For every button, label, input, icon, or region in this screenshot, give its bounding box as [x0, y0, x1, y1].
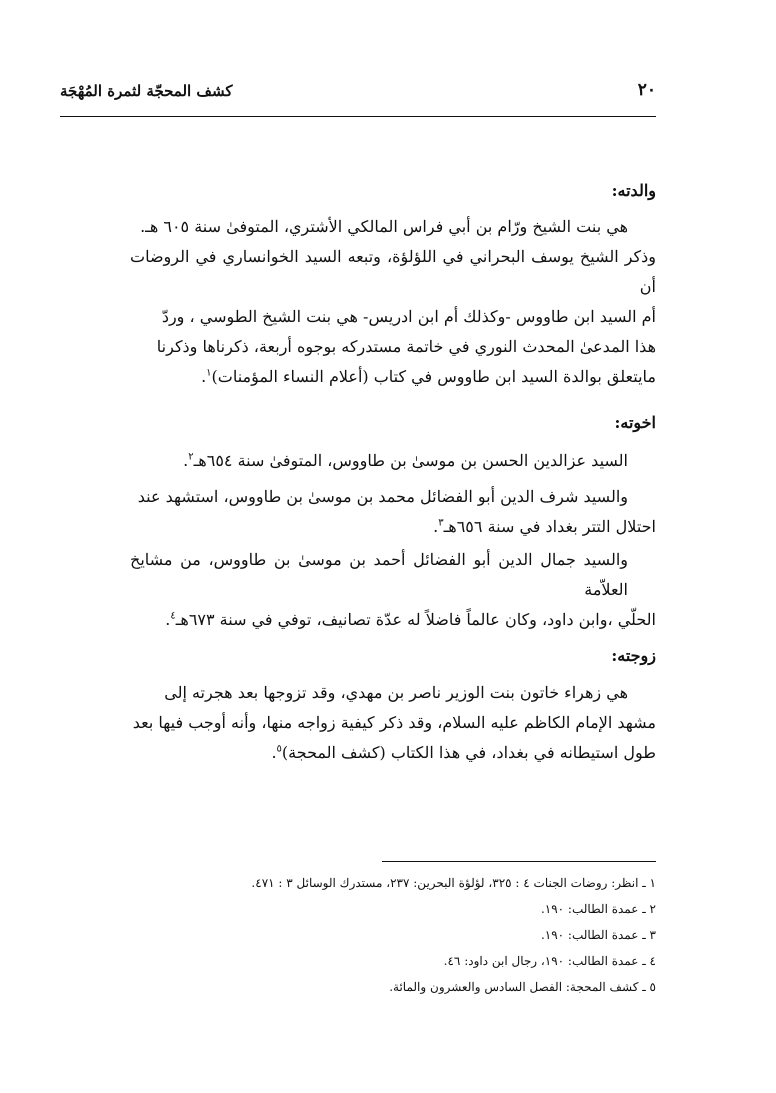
text-line: مشهد الإمام الكاظم عليه السلام، وقد ذكر كيفية زواجه منها، وأنه أوجب فيها بعد — [132, 713, 656, 732]
text-line: هي بنت الشيخ ورّام بن أبي فراس المالكي الأشتري، المتوفىٰ سنة ٦٠٥ هـ. — [140, 217, 628, 236]
text-fragment: احتلال التتر بغداد في سنة ٦٥٦هـ — [443, 517, 656, 536]
text-line: والسيد شرف الدين أبو الفضائل محمد بن موسىٰ بن طاووس، استشهد عند — [137, 487, 628, 506]
text-fragment: الحلّي ،وابن داود، وكان عالماً فاضلاً له عدّة تصانيف، توفي في سنة ٦٧٣هـ — [175, 610, 656, 629]
footnote-1: ١ ـ انظر: روضات الجنات ٤ : ٣٢٥، لؤلؤة البحرين: ٢٣٧، مستدرك الوسائل ٣ : ٤٧١. — [251, 876, 656, 890]
text-fragment: السيد عزالدين الحسن بن موسىٰ بن طاووس، المتوفىٰ سنة ٦٥٤هـ — [193, 451, 628, 470]
page-number: ٢٠ — [637, 80, 656, 100]
paragraph-brother-ahmad — [130, 545, 656, 635]
text-line: وذكر الشيخ يوسف البحراني في اللؤلؤة، وتبعه السيد الخوانساري في الروضات أن — [130, 247, 656, 296]
header-rule — [60, 116, 656, 117]
footnote-3: ٣ ـ عمدة الطالب: ١٩٠. — [540, 928, 656, 942]
section-heading-brothers: اخوته: — [614, 413, 656, 432]
footnote-ref: ٤ — [170, 610, 176, 622]
text-line: مايتعلق بوالدة السيد ابن طاووس في كتاب (أعلام النساء المؤمنات)$^١$. — [201, 367, 656, 386]
text-line: هي زهراء خاتون بنت الوزير ناصر بن مهدي، وقد تزوجها بعد هجرته إلى — [164, 683, 628, 702]
running-title: كشف المحجّة لثمرة المُهْجَة — [60, 82, 233, 100]
text-line: الحلّي ،وابن داود، وكان عالماً فاضلاً له عدّة تصانيف، توفي في سنة ٦٧٣هـ$^٤$. — [165, 610, 656, 629]
section-heading-mother: والدته: — [611, 181, 656, 200]
footnote-2: ٢ ـ عمدة الطالب: ١٩٠. — [540, 902, 656, 916]
footnote-ref: ٢ — [188, 451, 194, 463]
footnote-ref: ١ — [206, 367, 212, 379]
footnote-5: ٥ ـ كشف المحجة: الفصل السادس والعشرون والمائة. — [389, 980, 656, 994]
text-line: هذا المدعىٰ المحدث النوري في خاتمة مستدركه بوجوه أربعة، ذكرناها وذكرنا — [156, 337, 656, 356]
footnote-separator — [382, 861, 656, 862]
footnote-4: ٤ ـ عمدة الطالب: ١٩٠، رجال ابن داود: ٤٦. — [443, 954, 656, 968]
text-fragment: مايتعلق بوالدة السيد ابن طاووس في كتاب (أعلام النساء المؤمنات) — [211, 367, 656, 386]
footnote-ref: ٥ — [276, 743, 282, 755]
text-line: السيد عزالدين الحسن بن موسىٰ بن طاووس، المتوفىٰ سنة ٦٥٤هـ$^٢$. — [183, 451, 628, 470]
text-line: أم السيد ابن طاووس -وكذلك أم ابن ادريس- هي بنت الشيخ الطوسي ، وردّ — [161, 307, 656, 326]
text-fragment: طول استيطانه في بغداد، في هذا الكتاب (كشف المحجة) — [281, 743, 656, 762]
footnote-ref: ٣ — [438, 517, 444, 529]
section-heading-wife: زوجته: — [611, 646, 656, 665]
paragraph-wife — [130, 678, 656, 768]
text-line: طول استيطانه في بغداد، في هذا الكتاب (كشف المحجة)$^٥$. — [271, 743, 656, 762]
page-header — [60, 82, 656, 106]
paragraph-brother-muhammad — [130, 482, 656, 542]
text-line: احتلال التتر بغداد في سنة ٦٥٦هـ$^٣$. — [433, 517, 656, 536]
footnotes — [96, 870, 656, 1000]
paragraph-brother-hasan — [130, 446, 656, 476]
paragraph-mother — [130, 212, 656, 392]
text-line: والسيد جمال الدين أبو الفضائل أحمد بن موسىٰ بن طاووس، من مشايخ العلاّمة — [130, 550, 629, 599]
